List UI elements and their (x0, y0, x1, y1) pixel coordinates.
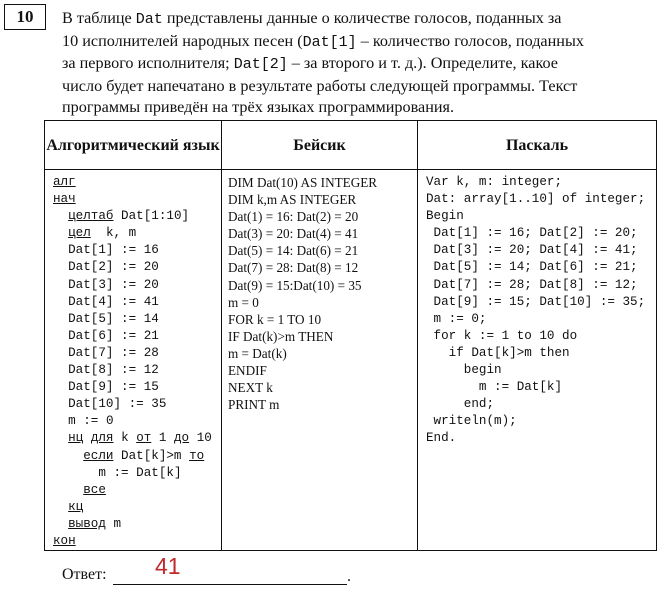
pascal-code-line: Begin (426, 209, 464, 224)
basic-code-line: m = 0 (228, 294, 259, 310)
pascal-code-line: begin (426, 363, 502, 378)
answer-value: 41 (155, 553, 181, 579)
pascal-code-line: m := 0; (426, 311, 487, 326)
algo-code-line: Dat[2] := 20 (68, 260, 159, 275)
table-code-row (45, 170, 657, 551)
problem-line: программы приведён на трёх языках программирования. (62, 98, 455, 116)
algo-code-line: m := Dat[k] (98, 465, 182, 480)
algo-code-line: Dat[4] := 41 (68, 294, 159, 309)
task-number: 10 (4, 4, 46, 30)
pascal-code-line: m := Dat[k] (426, 380, 563, 395)
answer-line (113, 584, 347, 585)
algo-code-line: Dat[1] := 16 (68, 243, 159, 258)
pascal-code-line: Dat[9] := 15; Dat[10] := 35; (426, 294, 646, 309)
basic-code-line: Dat(9) = 15:Dat(10) = 35 (228, 277, 362, 293)
pascal-code-line: Dat: array[1..10] of integer; (426, 192, 646, 207)
header-algorithmic: Алгоритмический язык (45, 121, 222, 170)
problem-line: 10 исполнителей народных песен (Dat[1] – количество голосов, поданных (62, 31, 584, 51)
basic-code-line: PRINT m (228, 397, 280, 413)
problem-line: В таблице Dat представлены данные о количестве голосов, поданных за (62, 9, 562, 28)
basic-code-line: FOR k = 1 TO 10 (228, 311, 322, 327)
algo-code-cell (45, 170, 222, 551)
basic-code-line: DIM k,m AS INTEGER (228, 192, 357, 208)
pascal-code-line: Dat[1] := 16; Dat[2] := 20; (426, 226, 638, 241)
problem-text (62, 8, 640, 119)
algo-code-line: Dat[9] := 15 (68, 380, 159, 395)
header-pascal: Паскаль (418, 121, 657, 170)
basic-code-line: Dat(7) = 28: Dat(8) = 12 (228, 260, 359, 276)
pascal-code-line: if Dat[k]>m then (426, 345, 570, 360)
algo-code-line: Dat[10] := 35 (68, 397, 167, 412)
pascal-code-line: for k := 1 to 10 do (426, 328, 578, 343)
algo-code-line: Dat[5] := 14 (68, 311, 159, 326)
basic-code-line: Dat(5) = 14: Dat(6) = 21 (228, 243, 359, 259)
algo-code-line: кон (53, 533, 76, 548)
algo-code-line: Dat[3] := 20 (68, 277, 159, 292)
pascal-code-line: Dat[7] := 28; Dat[8] := 12; (426, 277, 638, 292)
algo-code-line: цел k, m (68, 226, 137, 241)
basic-code-cell (222, 170, 418, 551)
pascal-code-line: Dat[3] := 20; Dat[4] := 41; (426, 243, 638, 258)
algo-code-line: алг (53, 175, 76, 189)
basic-code-line: NEXT k (228, 380, 273, 396)
algo-code-line: если Dat[k]>m то (83, 448, 205, 463)
algo-code-line: все (83, 482, 106, 497)
basic-code-line: ENDIF (228, 363, 267, 379)
problem-line: число будет напечатано в результате работы следующей программы. Текст (62, 76, 578, 95)
answer-period: . (347, 568, 351, 585)
pascal-code-line: Var k, m: integer; (426, 175, 563, 189)
header-basic: Бейсик (222, 121, 418, 170)
algo-code-line: Dat[6] := 21 (68, 328, 159, 343)
algo-code-line: кц (68, 499, 84, 514)
algo-code-line: нач (53, 192, 76, 207)
answer-label: Ответ: (62, 566, 107, 583)
basic-code-line: IF Dat(k)>m THEN (228, 328, 334, 344)
algo-code-line: целтаб Dat[1:10] (68, 209, 190, 224)
pascal-code-cell (418, 170, 657, 551)
algo-code-line: нц для k от 1 до 10 (68, 431, 212, 446)
basic-code-line: Dat(3) = 20: Dat(4) = 41 (228, 226, 359, 242)
algo-code-line: вывод m (68, 516, 122, 531)
basic-code-line: Dat(1) = 16: Dat(2) = 20 (228, 209, 359, 225)
pascal-code-line: Dat[5] := 14; Dat[6] := 21; (426, 260, 638, 275)
table-header-row (45, 121, 657, 170)
program-table (44, 120, 657, 551)
basic-code-line: m = Dat(k) (228, 345, 287, 361)
basic-code-line: DIM Dat(10) AS INTEGER (228, 175, 378, 190)
algo-code-line: Dat[7] := 28 (68, 345, 159, 360)
algo-code-line: Dat[8] := 12 (68, 363, 159, 378)
problem-line: за первого исполнителя; Dat[2] – за второго и т. д.). Определите, какое (62, 54, 558, 73)
pascal-code-line: writeln(m); (426, 414, 517, 429)
algo-code-line: m := 0 (68, 414, 114, 429)
pascal-code-line: end; (426, 397, 495, 412)
pascal-code-line: End. (426, 431, 457, 446)
